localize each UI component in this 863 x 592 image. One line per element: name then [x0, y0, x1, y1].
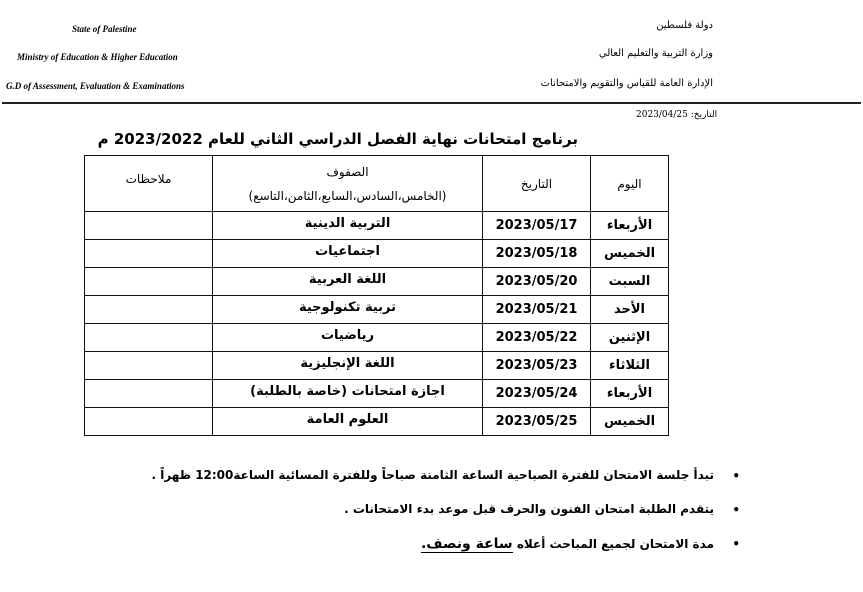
- cell-day: الثلاثاء: [591, 352, 669, 380]
- cell-subject: العلوم العامة: [213, 408, 483, 436]
- cell-day: الإثنين: [591, 324, 669, 352]
- cell-day: الخميس: [591, 408, 669, 436]
- cell-subject: تربية تكنولوجية: [213, 296, 483, 324]
- cell-note: [85, 268, 213, 296]
- header-en-directorate: G.D of Assessment, Evaluation & Examinations: [6, 81, 185, 91]
- cell-subject: اجازة امتحانات (خاصة بالطلبة): [213, 380, 483, 408]
- cell-subject: رياضيات: [213, 324, 483, 352]
- header-ar-state: دولة فلسطين: [656, 20, 713, 31]
- header-ar-ministry: وزارة التربية والتعليم العالي: [598, 48, 713, 59]
- note-item: [0, 468, 740, 502]
- cell-note: [85, 352, 213, 380]
- header-grades-list: (الخامس،السادس،السابع،الثامن،التاسع): [248, 188, 447, 203]
- table-row: [85, 352, 669, 380]
- cell-note: [85, 296, 213, 324]
- cell-day: الأحد: [591, 296, 669, 324]
- header-notes: ملاحظات: [85, 156, 213, 212]
- note-text-emphasis: ساعة ونصف.: [420, 536, 513, 552]
- header-en-state: State of Palestine: [72, 24, 137, 34]
- bullet-icon: •: [732, 537, 740, 551]
- table-row: [85, 324, 669, 352]
- bullet-icon: •: [732, 503, 740, 517]
- header-en-ministry: Ministry of Education & Higher Education: [17, 52, 178, 62]
- note-item: [0, 536, 740, 570]
- note-text-plain: مدة الامتحان لجميع المباحث أعلاه: [512, 537, 714, 551]
- note-text: [421, 536, 714, 552]
- table-header-row: [85, 156, 669, 212]
- cell-date: 2023/05/20: [483, 268, 591, 296]
- header-day: اليوم: [591, 156, 669, 212]
- cell-date: 2023/05/17: [483, 212, 591, 240]
- document-date: التاريخ: 2023/04/25: [636, 110, 718, 120]
- cell-date: 2023/05/25: [483, 408, 591, 436]
- cell-day: السبت: [591, 268, 669, 296]
- cell-date: 2023/05/18: [483, 240, 591, 268]
- table-row: [85, 240, 669, 268]
- table-row: [85, 408, 669, 436]
- table-row: [85, 268, 669, 296]
- table-row: [85, 380, 669, 408]
- note-text: يتقدم الطلبة امتحان الفنون والحرف قبل موعد بدء الامتحانات .: [344, 502, 714, 516]
- cell-date: 2023/05/24: [483, 380, 591, 408]
- bullet-icon: •: [732, 469, 740, 483]
- header-date: التاريخ: [483, 156, 591, 212]
- cell-day: الأربعاء: [591, 212, 669, 240]
- cell-note: [85, 324, 213, 352]
- header-grades-title: الصفوف: [326, 164, 369, 179]
- cell-subject: اجتماعيات: [213, 240, 483, 268]
- cell-note: [85, 240, 213, 268]
- cell-note: [85, 380, 213, 408]
- table-row: [85, 296, 669, 324]
- notes-list: [0, 468, 740, 570]
- exam-schedule-table: [84, 155, 669, 436]
- note-text: تبدأ جلسة الامتحان للفترة الصباحية الساعة الثامنة صباحاً وللفترة المسائية الساعة12:00 ظهراً .: [151, 468, 714, 482]
- page-title: برنامج امتحانات نهاية الفصل الدراسي الثاني للعام 2023/2022 م: [97, 130, 578, 148]
- cell-note: [85, 212, 213, 240]
- cell-subject: اللغة الإنجليزية: [213, 352, 483, 380]
- table-row: [85, 212, 669, 240]
- header-ar-directorate: الإدارة العامة للقياس والتقويم والامتحانات: [540, 78, 713, 89]
- note-item: [0, 502, 740, 536]
- cell-note: [85, 408, 213, 436]
- cell-day: الخميس: [591, 240, 669, 268]
- header-grades: [213, 156, 483, 212]
- cell-date: 2023/05/23: [483, 352, 591, 380]
- header-divider: [2, 102, 861, 104]
- cell-subject: التربية الدينية: [213, 212, 483, 240]
- cell-day: الأربعاء: [591, 380, 669, 408]
- cell-date: 2023/05/22: [483, 324, 591, 352]
- cell-subject: اللغة العربية: [213, 268, 483, 296]
- cell-date: 2023/05/21: [483, 296, 591, 324]
